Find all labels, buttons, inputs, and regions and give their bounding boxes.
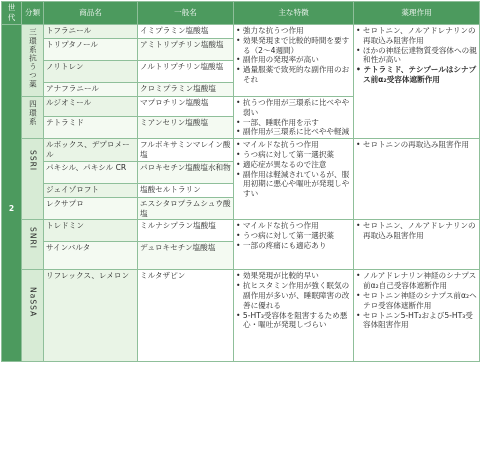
features-snri: • マイルドな抗うつ作用 • うつ病に対して第一選択薬 • 一部の疼痛にも適応あり <box>234 220 354 270</box>
generic-name: イミプラミン塩酸塩 <box>138 25 234 39</box>
antidepressant-table <box>1 1 480 362</box>
product-name: トリプタノール <box>44 39 138 61</box>
generic-name: デュロキセチン塩酸塩 <box>138 242 234 270</box>
mechanism-nassa: • ノルアドレナリン神経のシナプス前α₂自己受容体遮断作用 • セロトニン神経のシナプス前α₂ヘテロ受容体遮断作用 • セロトニン5-HT₂および5-HT₃受容体阻害作用 <box>354 270 480 362</box>
class-tetracyclic: 四環系 <box>22 97 44 139</box>
generic-name: エスシタロプラムシュウ酸塩 <box>138 197 234 220</box>
product-name: トフラニール <box>44 25 138 39</box>
header-product-name: 商品名 <box>44 2 138 25</box>
generic-name: ミルタザピン <box>138 270 234 362</box>
mechanism-snri: • セロトニン、ノルアドレナリンの再取込み阻害作用 <box>354 220 480 270</box>
class-nassa: NaSSA <box>22 270 44 362</box>
product-name: ジェイゾロフト <box>44 183 138 197</box>
product-name: ノリトレン <box>44 61 138 83</box>
generic-name: アミトリプチリン塩酸塩 <box>138 39 234 61</box>
product-name: レクサプロ <box>44 197 138 220</box>
header-generic-name: 一般名 <box>138 2 234 25</box>
table-row <box>2 220 480 242</box>
generic-name: マプロチリン塩酸塩 <box>138 97 234 117</box>
product-name: ルジオミール <box>44 97 138 117</box>
product-name: ルボックス、デプロメール <box>44 139 138 162</box>
mechanism-tricyclic: • セロトニン、ノルアドレナリンの再取込み阻害作用 • ほかの神経伝達物質受容体への親和性が高い • テトラミド、テシプールはシナプス前α₂受容体遮断作用 <box>354 25 480 139</box>
generic-name: パロキセチン塩酸塩水和物 <box>138 161 234 183</box>
generic-name: ミルナシプラン塩酸塩 <box>138 220 234 242</box>
table-row <box>2 139 480 162</box>
table-row <box>2 270 480 362</box>
product-name: アナフラニール <box>44 83 138 97</box>
generic-name: クロミプラミン塩酸塩 <box>138 83 234 97</box>
mechanism-ssri: • セロトニンの再取込み阻害作用 <box>354 139 480 220</box>
features-tricyclic: • 強力な抗うつ作用 • 効果発現まで比較的時間を要する（2～4週間） • 副作用の発現率が高い • 過量服薬で致死的な副作用のおそれ <box>234 25 354 97</box>
class-snri: SNRI <box>22 220 44 270</box>
table-row <box>2 25 480 39</box>
header-mechanism: 薬理作用 <box>354 2 480 25</box>
generation-cell: 2 <box>2 25 22 362</box>
features-tetracyclic: • 抗うつ作用が三環系に比べやや弱い • 一部、睡眠作用を示す • 副作用が三環系に比べやや軽減 <box>234 97 354 139</box>
generic-name: 塩酸セルトラリン <box>138 183 234 197</box>
product-name: サインバルタ <box>44 242 138 270</box>
header-features: 主な特徴 <box>234 2 354 25</box>
features-ssri: • マイルドな抗うつ作用 • うつ病に対して第一選択薬 • 適応症が異なるので注意 • 副作用は軽減されているが、服用初期に悪心や嘔吐が発現しやすい <box>234 139 354 220</box>
product-name: トレドミン <box>44 220 138 242</box>
header-row <box>2 2 480 25</box>
class-tricyclic: 三環系抗うつ薬 <box>22 25 44 97</box>
class-ssri: SSRI <box>22 139 44 220</box>
product-name: リフレックス、レメロン <box>44 270 138 362</box>
generic-name: ミアンセリン塩酸塩 <box>138 117 234 139</box>
header-classification: 分類 <box>22 2 44 25</box>
generic-name: フルボキサミンマレイン酸塩 <box>138 139 234 162</box>
generic-name: ノルトリプチリン塩酸塩 <box>138 61 234 83</box>
product-name: パキシル、パキシル CR <box>44 161 138 183</box>
header-generation: 世代 <box>2 2 22 25</box>
product-name: テトラミド <box>44 117 138 139</box>
features-nassa: • 効果発現が比較的早い • 抗ヒスタミン作用が強く眠気の副作用が多いが、睡眠障害の改善に優れる • 5-HT₃受容体を阻害するため悪心・嘔吐が発現しづらい <box>234 270 354 362</box>
